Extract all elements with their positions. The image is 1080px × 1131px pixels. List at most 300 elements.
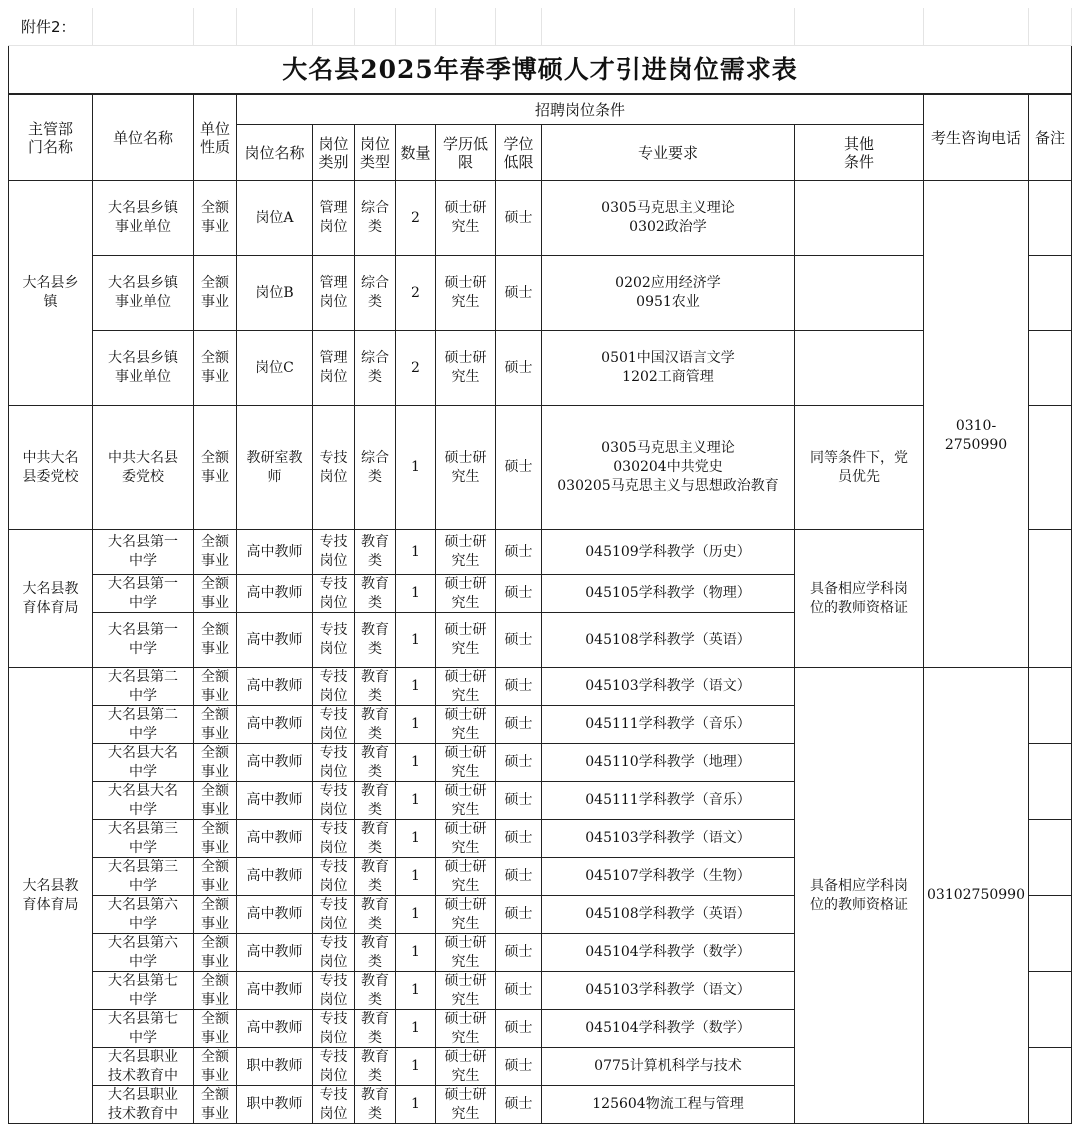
cell-unit-name (93, 896, 194, 934)
cell-post-category-text: 管理 岗位 (319, 350, 348, 385)
cell-min-education-text: 硕士研 究生 (444, 534, 487, 569)
header-post-name (237, 125, 313, 181)
cell-post-name-text: 高中教师 (246, 792, 303, 808)
grid-cell (194, 8, 237, 46)
cell-headcount-text: 1 (411, 830, 420, 846)
cell-unit-nature (194, 575, 237, 613)
cell-unit-nature-text: 全额 事业 (201, 449, 229, 485)
other-conditions-text: 具备相应学科岗 位的教师资格证 (810, 580, 908, 616)
cell-post-type-text: 教育 类 (361, 622, 389, 657)
cell-unit-name-text: 中共大名县 委党校 (108, 449, 178, 485)
cell-post-type (355, 1048, 396, 1086)
cell-post-category-text: 专技 岗位 (319, 575, 348, 611)
header-other (795, 125, 924, 181)
other-conditions-text: 具备相应学科岗 位的教师资格证 (810, 877, 908, 913)
cell-major-requirement (542, 1086, 795, 1124)
cell-post-category (313, 406, 355, 530)
cell-post-name-text: 职中教师 (246, 1096, 303, 1112)
cell-unit-name-text: 大名县大名 中学 (108, 744, 178, 780)
grid-cell (237, 8, 313, 46)
cell-headcount-text: 2 (411, 359, 420, 376)
cell-unit-nature (194, 1086, 237, 1124)
cell-unit-name-text: 大名县第三 中学 (108, 858, 178, 894)
cell-major-requirement-text: 045105学科教学（物理） (585, 585, 751, 601)
department-name (8, 181, 93, 406)
grid-cell (436, 8, 496, 46)
cell-post-category (313, 256, 355, 331)
cell-unit-name-text: 大名县职业 技术教育中 (108, 1048, 178, 1084)
consult-phone (924, 181, 1029, 668)
cell-major-requirement-text: 045110学科教学（地理） (585, 754, 751, 770)
cell-min-education (436, 782, 496, 820)
cell-post-type (355, 613, 396, 668)
cell-post-name (237, 181, 313, 256)
cell-unit-nature (194, 820, 237, 858)
remark-cell (1029, 896, 1072, 972)
cell-major-requirement (542, 331, 795, 406)
cell-unit-nature (194, 744, 237, 782)
cell-post-category-text: 专技 岗位 (319, 782, 348, 818)
cell-unit-name (93, 1010, 194, 1048)
cell-headcount (396, 782, 436, 820)
grid-cell (795, 8, 924, 46)
cell-headcount-text: 1 (411, 944, 420, 960)
cell-unit-name (93, 744, 194, 782)
cell-post-name-text: 高中教师 (246, 631, 303, 648)
cell-min-degree-text: 硕士 (504, 209, 533, 226)
cell-min-degree (496, 896, 542, 934)
header-unit (93, 94, 194, 181)
cell-min-degree (496, 181, 542, 256)
cell-headcount-text: 1 (411, 792, 420, 808)
cell-post-category-text: 专技 岗位 (319, 1048, 348, 1084)
cell-post-type-text: 教育 类 (361, 820, 389, 856)
cell-post-name-text: 高中教师 (246, 830, 303, 846)
cell-min-education (436, 934, 496, 972)
cell-post-category (313, 858, 355, 896)
cell-min-education-text: 硕士研 究生 (444, 1010, 487, 1046)
cell-post-category (313, 706, 355, 744)
cell-post-category-text: 专技 岗位 (319, 744, 348, 780)
cell-post-type-text: 教育 类 (361, 1086, 389, 1122)
header-major (542, 125, 795, 181)
cell-headcount (396, 530, 436, 575)
header-remark-text: 备注 (1034, 128, 1065, 147)
cell-post-name (237, 934, 313, 972)
page-title-text: 大名县2025年春季博硕人才引进岗位需求表 (282, 55, 798, 84)
cell-unit-nature-text: 全额 事业 (201, 1048, 229, 1084)
cell-headcount (396, 896, 436, 934)
cell-min-education-text: 硕士研 究生 (444, 1086, 487, 1122)
cell-major-requirement-text: 125604物流工程与管理 (592, 1096, 744, 1112)
cell-post-name-text: 职中教师 (246, 1058, 303, 1074)
cell-min-degree-text: 硕士 (504, 359, 533, 376)
cell-min-education (436, 530, 496, 575)
cell-major-requirement (542, 1048, 795, 1086)
cell-min-degree (496, 668, 542, 706)
cell-post-type (355, 782, 396, 820)
cell-headcount-text: 1 (411, 585, 420, 601)
cell-min-education-text: 硕士研 究生 (444, 1048, 487, 1084)
cell-unit-name-text: 大名县第七 中学 (108, 972, 178, 1008)
cell-major-requirement-text: 045111学科教学（音乐） (585, 792, 751, 808)
department-name-text: 大名县教 育体育局 (22, 877, 79, 913)
cell-post-name (237, 575, 313, 613)
attachment-label (8, 8, 160, 46)
cell-post-category-text: 专技 岗位 (319, 668, 348, 704)
cell-min-education-text: 硕士研 究生 (444, 896, 487, 932)
cell-unit-nature (194, 896, 237, 934)
other-conditions-empty (795, 331, 924, 406)
cell-unit-nature-text: 全额 事业 (201, 668, 229, 704)
cell-min-degree (496, 406, 542, 530)
cell-unit-name (93, 406, 194, 530)
cell-min-degree (496, 613, 542, 668)
cell-unit-nature (194, 706, 237, 744)
other-conditions-empty (795, 256, 924, 331)
cell-min-education (436, 256, 496, 331)
consult-phone-text: 03102750990 (927, 887, 1025, 903)
cell-unit-name-text: 大名县第二 中学 (108, 668, 178, 704)
header-post-name-text: 岗位名称 (244, 143, 305, 162)
cell-headcount (396, 820, 436, 858)
remark-cell (1029, 331, 1072, 406)
page-title (8, 46, 1072, 94)
cell-major-requirement-text: 0305马克思主义理论 030204中共党史 030205马克思主义与思想政治教育 (557, 440, 779, 494)
cell-headcount-text: 2 (411, 209, 420, 226)
cell-unit-name-text: 大名县第一 中学 (108, 534, 178, 569)
cell-post-type (355, 972, 396, 1010)
cell-min-education (436, 575, 496, 613)
cell-post-type (355, 858, 396, 896)
cell-min-degree-text: 硕士 (504, 754, 533, 770)
cell-unit-name (93, 613, 194, 668)
department-name (8, 406, 93, 530)
cell-unit-name (93, 820, 194, 858)
cell-unit-name-text: 大名县第三 中学 (108, 820, 178, 856)
cell-post-category-text: 专技 岗位 (319, 534, 348, 569)
cell-headcount (396, 181, 436, 256)
cell-post-name (237, 972, 313, 1010)
header-post-cat-text: 岗位 类别 (318, 134, 349, 171)
cell-unit-name (93, 706, 194, 744)
cell-post-name (237, 331, 313, 406)
other-conditions (795, 530, 924, 668)
cell-min-degree-text: 硕士 (504, 284, 533, 301)
cell-major-requirement-text: 045111学科教学（音乐） (585, 716, 751, 732)
cell-post-name-text: 高中教师 (246, 944, 303, 960)
attachment-label-text: 附件2： (21, 17, 76, 36)
cell-post-category (313, 331, 355, 406)
cell-post-name-text: 高中教师 (246, 868, 303, 884)
cell-min-education (436, 331, 496, 406)
cell-post-category (313, 613, 355, 668)
cell-min-education (436, 668, 496, 706)
cell-post-category-text: 专技 岗位 (319, 858, 348, 894)
header-nature (194, 94, 237, 181)
cell-post-category-text: 专技 岗位 (319, 706, 348, 742)
cell-min-education (436, 1086, 496, 1124)
cell-post-name-text: 高中教师 (246, 678, 303, 694)
cell-headcount-text: 1 (411, 1096, 420, 1112)
cell-unit-nature-text: 全额 事业 (201, 534, 229, 569)
cell-unit-name-text: 大名县乡镇 事业单位 (108, 200, 178, 235)
cell-unit-name-text: 大名县职业 技术教育中 (108, 1086, 178, 1122)
cell-post-category-text: 专技 岗位 (319, 449, 348, 485)
cell-min-education-text: 硕士研 究生 (444, 575, 487, 611)
cell-major-requirement-text: 045103学科教学（语文） (585, 830, 751, 846)
cell-major-requirement (542, 706, 795, 744)
department-name (8, 668, 93, 1124)
cell-major-requirement-text: 045104学科教学（数学） (585, 944, 751, 960)
grid-cell (313, 8, 355, 46)
other-conditions (795, 668, 924, 1124)
cell-post-category (313, 575, 355, 613)
cell-major-requirement (542, 613, 795, 668)
header-group (237, 94, 924, 125)
cell-post-name (237, 613, 313, 668)
other-conditions (795, 406, 924, 530)
cell-post-type (355, 530, 396, 575)
cell-unit-name (93, 934, 194, 972)
cell-post-name (237, 820, 313, 858)
cell-min-degree (496, 744, 542, 782)
cell-min-education-text: 硕士研 究生 (444, 668, 487, 704)
cell-headcount (396, 972, 436, 1010)
department-name (8, 530, 93, 668)
cell-major-requirement (542, 575, 795, 613)
grid-cell (924, 8, 1029, 46)
cell-unit-nature-text: 全额 事业 (201, 744, 229, 780)
cell-unit-nature-text: 全额 事业 (201, 350, 229, 385)
cell-unit-nature-text: 全额 事业 (201, 972, 229, 1008)
cell-headcount (396, 1010, 436, 1048)
cell-min-degree (496, 575, 542, 613)
cell-post-type (355, 896, 396, 934)
remark-cell (1029, 972, 1072, 1048)
header-count-text: 数量 (400, 143, 431, 162)
cell-min-education-text: 硕士研 究生 (444, 449, 487, 485)
cell-unit-nature (194, 1048, 237, 1086)
cell-unit-nature-text: 全额 事业 (201, 896, 229, 932)
cell-headcount-text: 1 (411, 906, 420, 922)
cell-min-degree (496, 782, 542, 820)
cell-major-requirement-text: 045103学科教学（语文） (585, 678, 751, 694)
cell-major-requirement (542, 782, 795, 820)
cell-headcount (396, 256, 436, 331)
cell-headcount (396, 575, 436, 613)
cell-unit-nature (194, 934, 237, 972)
header-post-cat (313, 125, 355, 181)
grid-cell (355, 8, 396, 46)
cell-major-requirement-text: 0305马克思主义理论 0302政治学 (601, 200, 735, 235)
remark-cell (1029, 406, 1072, 530)
cell-unit-nature-text: 全额 事业 (201, 622, 229, 657)
cell-unit-nature (194, 406, 237, 530)
cell-min-education (436, 706, 496, 744)
cell-min-degree-text: 硕士 (504, 585, 533, 601)
cell-min-education-text: 硕士研 究生 (444, 706, 487, 742)
cell-major-requirement (542, 530, 795, 575)
cell-post-name (237, 1086, 313, 1124)
cell-min-degree-text: 硕士 (504, 1020, 533, 1036)
cell-headcount-text: 1 (411, 543, 420, 560)
cell-unit-nature-text: 全额 事业 (201, 575, 229, 611)
cell-post-name (237, 1048, 313, 1086)
cell-post-type-text: 教育 类 (361, 575, 389, 611)
cell-min-degree-text: 硕士 (504, 631, 533, 648)
cell-post-type (355, 934, 396, 972)
cell-major-requirement-text: 045104学科教学（数学） (585, 1020, 751, 1036)
cell-post-type (355, 575, 396, 613)
cell-post-type-text: 综合 类 (361, 449, 389, 485)
cell-post-name-text: 岗位B (255, 284, 294, 301)
cell-post-type-text: 教育 类 (361, 782, 389, 818)
cell-post-type-text: 教育 类 (361, 896, 389, 932)
cell-min-degree-text: 硕士 (504, 1058, 533, 1074)
cell-post-category-text: 管理 岗位 (319, 275, 348, 310)
cell-post-category (313, 896, 355, 934)
cell-major-requirement-text: 045108学科教学（英语） (585, 631, 751, 648)
cell-post-name (237, 1010, 313, 1048)
cell-unit-nature-text: 全额 事业 (201, 1086, 229, 1122)
header-remark (1029, 94, 1072, 181)
cell-min-degree-text: 硕士 (504, 543, 533, 560)
cell-post-type-text: 教育 类 (361, 744, 389, 780)
cell-post-type (355, 331, 396, 406)
cell-headcount-text: 1 (411, 678, 420, 694)
cell-headcount (396, 613, 436, 668)
grid-cell (496, 8, 542, 46)
remark-cell (1029, 668, 1072, 744)
cell-min-education-text: 硕士研 究生 (444, 350, 487, 385)
cell-min-education (436, 613, 496, 668)
cell-unit-nature-text: 全额 事业 (201, 275, 229, 310)
cell-major-requirement-text: 0202应用经济学 0951农业 (615, 275, 721, 310)
cell-unit-name-text: 大名县乡镇 事业单位 (108, 350, 178, 385)
cell-post-category (313, 1048, 355, 1086)
cell-min-education-text: 硕士研 究生 (444, 972, 487, 1008)
cell-unit-nature (194, 613, 237, 668)
cell-unit-nature (194, 972, 237, 1010)
cell-headcount-text: 1 (411, 459, 420, 475)
cell-min-education-text: 硕士研 究生 (444, 275, 487, 310)
cell-post-type (355, 256, 396, 331)
grid-cell (396, 8, 436, 46)
remark-cell (1029, 744, 1072, 820)
header-dept-text: 主管部 门名称 (27, 119, 73, 156)
cell-min-degree (496, 530, 542, 575)
header-dept (8, 94, 93, 181)
cell-unit-nature-text: 全额 事业 (201, 200, 229, 235)
other-conditions-text: 同等条件下，党 员优先 (810, 449, 908, 485)
cell-post-name (237, 782, 313, 820)
cell-unit-nature (194, 858, 237, 896)
remark-cell (1029, 181, 1072, 256)
cell-post-category (313, 782, 355, 820)
cell-post-name-text: 高中教师 (246, 754, 303, 770)
cell-headcount (396, 934, 436, 972)
cell-post-name (237, 406, 313, 530)
cell-unit-nature-text: 全额 事业 (201, 706, 229, 742)
cell-post-name-text: 高中教师 (246, 982, 303, 998)
cell-unit-nature (194, 1010, 237, 1048)
grid-cell (1029, 8, 1072, 46)
cell-unit-nature (194, 782, 237, 820)
cell-post-category (313, 1086, 355, 1124)
cell-headcount (396, 1048, 436, 1086)
cell-post-type-text: 教育 类 (361, 972, 389, 1008)
cell-unit-nature-text: 全额 事业 (201, 934, 229, 970)
cell-post-category-text: 专技 岗位 (319, 934, 348, 970)
cell-major-requirement-text: 045109学科教学（历史） (585, 543, 751, 560)
cell-post-category (313, 668, 355, 706)
cell-post-category (313, 934, 355, 972)
cell-major-requirement (542, 181, 795, 256)
cell-post-category-text: 专技 岗位 (319, 896, 348, 932)
cell-min-education-text: 硕士研 究生 (444, 782, 487, 818)
cell-headcount (396, 858, 436, 896)
cell-min-education-text: 硕士研 究生 (444, 622, 487, 657)
cell-post-type-text: 综合 类 (361, 200, 389, 235)
cell-post-category-text: 专技 岗位 (319, 1086, 348, 1122)
cell-min-degree-text: 硕士 (504, 459, 533, 475)
cell-min-degree-text: 硕士 (504, 906, 533, 922)
cell-min-degree (496, 820, 542, 858)
cell-unit-nature-text: 全额 事业 (201, 858, 229, 894)
cell-post-name (237, 668, 313, 706)
cell-post-type-text: 教育 类 (361, 706, 389, 742)
cell-post-category (313, 1010, 355, 1048)
cell-post-category (313, 181, 355, 256)
cell-unit-name (93, 181, 194, 256)
cell-post-name-text: 高中教师 (246, 543, 303, 560)
cell-unit-name (93, 530, 194, 575)
cell-unit-name-text: 大名县第六 中学 (108, 934, 178, 970)
department-name-text: 中共大名 县委党校 (22, 449, 79, 485)
cell-min-education (436, 820, 496, 858)
cell-major-requirement-text: 0501中国汉语言文学 1202工商管理 (601, 350, 735, 385)
cell-major-requirement (542, 1010, 795, 1048)
cell-unit-name (93, 1048, 194, 1086)
cell-post-name (237, 256, 313, 331)
cell-unit-name (93, 1086, 194, 1124)
cell-headcount-text: 1 (411, 1058, 420, 1074)
consult-phone (924, 668, 1029, 1124)
cell-post-category-text: 专技 岗位 (319, 622, 348, 657)
cell-min-degree-text: 硕士 (504, 830, 533, 846)
cell-unit-name (93, 575, 194, 613)
cell-headcount (396, 406, 436, 530)
cell-post-type (355, 181, 396, 256)
cell-min-degree-text: 硕士 (504, 944, 533, 960)
cell-post-type-text: 教育 类 (361, 858, 389, 894)
cell-min-degree-text: 硕士 (504, 716, 533, 732)
cell-major-requirement (542, 896, 795, 934)
cell-headcount (396, 331, 436, 406)
cell-major-requirement (542, 820, 795, 858)
cell-major-requirement (542, 256, 795, 331)
cell-major-requirement (542, 744, 795, 782)
cell-post-category (313, 972, 355, 1010)
cell-post-category-text: 专技 岗位 (319, 972, 348, 1008)
cell-unit-nature-text: 全额 事业 (201, 782, 229, 818)
cell-major-requirement-text: 045108学科教学（英语） (585, 906, 751, 922)
cell-min-degree-text: 硕士 (504, 1096, 533, 1112)
cell-major-requirement-text: 045103学科教学（语文） (585, 982, 751, 998)
cell-min-education (436, 744, 496, 782)
cell-unit-name-text: 大名县第七 中学 (108, 1010, 178, 1046)
